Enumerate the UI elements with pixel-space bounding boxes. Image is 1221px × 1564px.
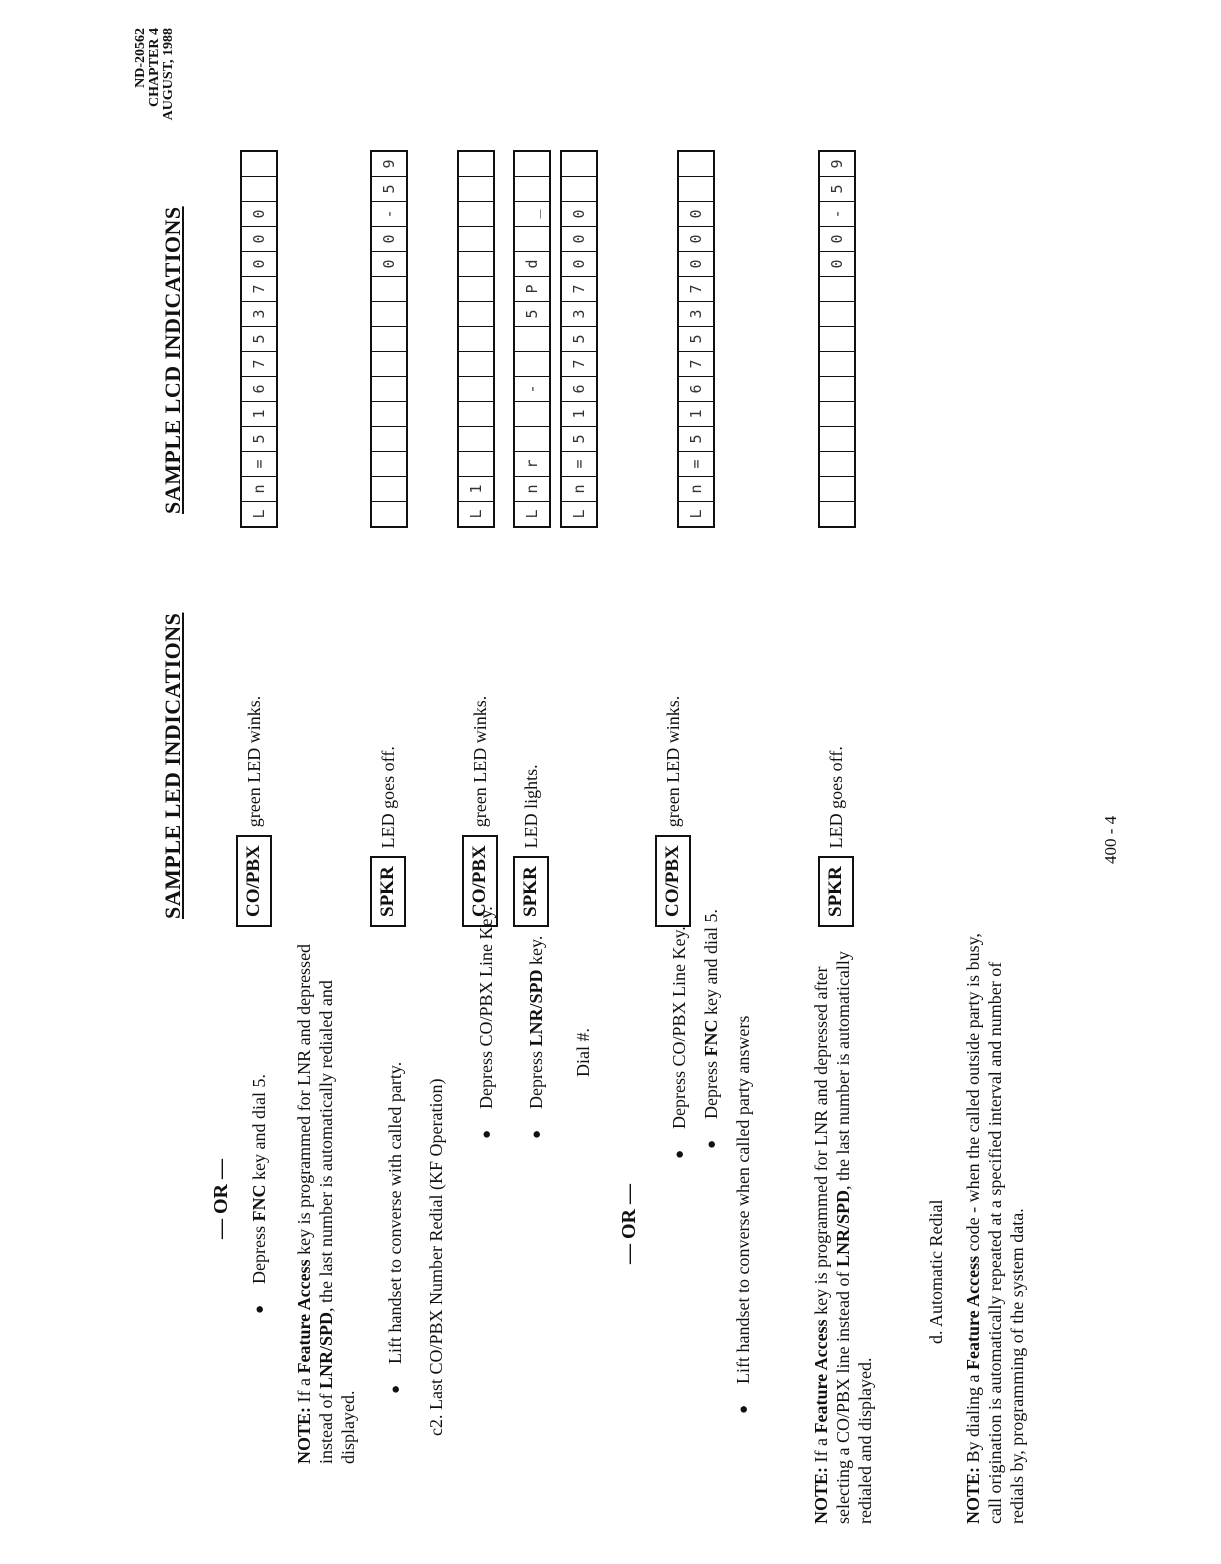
step-depress-fnc: ● Depress FNC key and dial 5. [248,1074,270,1284]
lcd-cell [515,351,549,376]
lcd-cell [459,376,493,401]
lcd-cell [459,351,493,376]
page-header [134,28,176,188]
lcd-cell: 3 [562,301,596,326]
lcd-cell [372,426,406,451]
lcd-cell: - [372,201,406,226]
lcd-cell: 5 [242,426,276,451]
lcd-display [818,150,856,528]
lcd-cell: 0 [242,201,276,226]
lcd-cell: 5 [562,426,596,451]
lcd-cell: 1 [679,401,713,426]
lcd-cell [459,326,493,351]
lcd-cell: 5 [820,176,854,201]
lcd-cell: 0 [820,226,854,251]
lcd-cell: 0 [372,251,406,276]
lcd-cell: L [515,501,549,526]
lcd-cell: L [679,501,713,526]
lcd-cell: - [515,376,549,401]
lcd-cell: 0 [679,251,713,276]
lcd-cell: n [242,476,276,501]
lcd-cell: L [242,501,276,526]
lcd-cell [459,276,493,301]
lcd-cell: 0 [562,201,596,226]
led-row [462,696,498,927]
lcd-cell [459,401,493,426]
lcd-cell [515,426,549,451]
lcd-cell [515,152,549,176]
lcd-cell [820,301,854,326]
or-separator-1: — OR — [210,1159,232,1239]
lcd-cell: 5 [372,176,406,201]
lcd-cell [459,176,493,201]
note-3: NOTE: By dialing a Feature Access code - when the called outside party is busy, call origination is automatically repeated at a specified interval and number of redials by, programming of the system data. [963,933,1027,1524]
lcd-display [457,150,495,528]
led-status: LED goes off. [825,746,846,849]
lcd-cell: n [562,476,596,501]
chapter-label: CHAPTER 4 [147,28,162,107]
lcd-cell [372,351,406,376]
lcd-cell: 3 [679,301,713,326]
led-status: green LED winks. [662,695,683,828]
lcd-cell: d [515,251,549,276]
led-status: green LED winks. [469,695,490,828]
lcd-cell [372,376,406,401]
lcd-cell [820,476,854,501]
lcd-cell: 6 [679,376,713,401]
step-depress-fnc-2: ● Depress FNC key and dial 5. [700,909,722,1119]
lcd-cell: 1 [459,476,493,501]
led-row [236,696,272,927]
led-status: LED goes off. [377,746,398,849]
step-depress-line: ● Depress CO/PBX Line Key. [475,906,497,1109]
lcd-cell [820,276,854,301]
lcd-cell: n [679,476,713,501]
lcd-display [513,150,551,528]
lcd-cell: n [515,476,549,501]
lcd-cell: 0 [562,251,596,276]
led-status: LED lights. [520,764,541,849]
lcd-cell: 6 [562,376,596,401]
lcd-cell: 7 [562,351,596,376]
lcd-cell: 0 [562,226,596,251]
lcd-display [370,150,408,528]
lcd-cell: L [562,501,596,526]
lcd-cell [820,351,854,376]
lcd-cell [679,152,713,176]
lcd-cell [820,326,854,351]
lcd-cell [459,301,493,326]
lcd-cell: 7 [562,276,596,301]
co-pbx-key-label: CO/PBX [462,835,498,927]
lcd-cell: r [515,451,549,476]
doc-id: ND-20562 [133,28,148,88]
lcd-cell: 7 [679,276,713,301]
lcd-cell [820,451,854,476]
lcd-cell: 0 [679,201,713,226]
lcd-cell [372,326,406,351]
lcd-cell: 0 [679,226,713,251]
lcd-cell [372,276,406,301]
lcd-cell: 0 [372,226,406,251]
led-row [513,764,549,927]
lcd-cell [515,226,549,251]
section-d: d. Automatic Redial [926,1199,946,1344]
lcd-display [677,150,715,528]
led-status: green LED winks. [243,695,264,828]
lcd-cell: 5 [679,326,713,351]
spkr-key-label: SPKR [513,856,549,927]
lcd-cell: = [679,451,713,476]
lcd-cell: P [515,276,549,301]
lcd-cell [515,176,549,201]
lcd-cell [372,451,406,476]
step-lift-handset-2: ● Lift handset to converse when called party answers [732,954,754,1384]
lcd-cell: 7 [242,351,276,376]
lcd-cell [820,426,854,451]
page-number: 400 - 4 [1101,815,1120,864]
step-lift-handset-1: ● Lift handset to converse with called party. [384,1062,406,1364]
led-row [370,746,406,927]
lcd-column-heading: SAMPLE LCD INDICATIONS [160,206,185,514]
step-dial-hash: Dial #. [573,1028,593,1077]
lcd-cell [459,426,493,451]
lcd-cell: = [562,451,596,476]
note-1: NOTE: If a Feature Access key is programmed for LNR and depressed instead of LNR/SPD, the last number is automatically redialed and displayed. [294,943,358,1464]
lcd-cell [459,201,493,226]
led-row [818,746,854,927]
lcd-cell [372,401,406,426]
section-c2: c2. Last CO/PBX Number Redial (KF Operation) [426,1078,446,1436]
lcd-cell: 7 [242,276,276,301]
lcd-cell [820,376,854,401]
lcd-cell: _ [515,201,549,226]
lcd-cell: 0 [820,251,854,276]
lcd-cell [820,401,854,426]
lcd-cell [562,152,596,176]
lcd-cell: 3 [242,301,276,326]
lcd-cell [820,501,854,526]
lcd-cell [242,176,276,201]
led-row [655,696,691,927]
lcd-cell: - [820,201,854,226]
co-pbx-key-label: CO/PBX [655,835,691,927]
lcd-cell: = [242,451,276,476]
note-2: NOTE: If a Feature Access key is programmed for LNR and depressed after selecting a CO/PBX line instead of LNR/SPD, the last number is automatically redialed and displayed. [811,951,875,1524]
lcd-cell [459,226,493,251]
lcd-cell: 5 [562,326,596,351]
lcd-cell: 1 [562,401,596,426]
or-separator-2: — OR — [618,1184,640,1264]
spkr-key-label: SPKR [370,856,406,927]
lcd-cell: 1 [242,401,276,426]
lcd-cell [459,451,493,476]
lcd-cell [459,152,493,176]
lcd-cell [679,176,713,201]
led-column-heading: SAMPLE LED INDICATIONS [160,612,185,919]
lcd-cell: L [459,501,493,526]
lcd-cell [242,152,276,176]
lcd-cell: 9 [828,159,846,169]
lcd-cell: 0 [242,226,276,251]
co-pbx-key-label: CO/PBX [236,835,272,927]
lcd-cell [372,301,406,326]
lcd-cell [515,326,549,351]
lcd-cell: 5 [515,301,549,326]
spkr-key-label: SPKR [818,856,854,927]
step-depress-line-2: ● Depress CO/PBX Line Key. [668,926,690,1129]
lcd-cell [515,401,549,426]
lcd-display [240,150,278,528]
lcd-cell: 6 [242,376,276,401]
step-depress-lnr: ● Depress LNR/SPD key. [525,936,547,1109]
lcd-cell [372,476,406,501]
lcd-cell: 5 [242,326,276,351]
date-label: AUGUST, 1988 [161,28,176,121]
lcd-cell: 0 [242,251,276,276]
lcd-cell: 9 [380,159,398,169]
lcd-cell [372,501,406,526]
lcd-display [560,150,598,528]
lcd-cell [562,176,596,201]
lcd-cell: 5 [679,426,713,451]
lcd-cell [459,251,493,276]
lcd-cell: 7 [679,351,713,376]
